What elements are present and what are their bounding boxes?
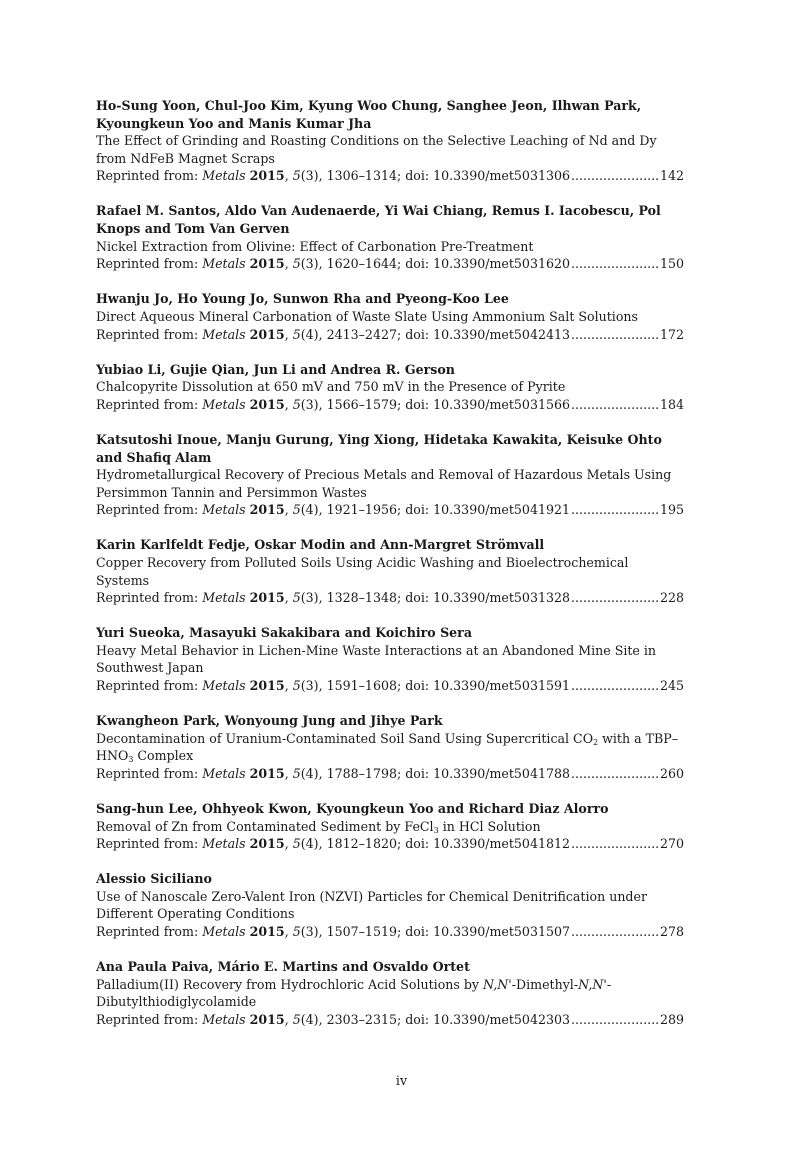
issue-pages-doi: (3), 1507–1519; doi: 10.3390/met5031507: [300, 924, 571, 940]
journal-name: Metals: [202, 326, 246, 342]
toc-entry[interactable]: [96, 431, 684, 519]
entry-reprint-line: Reprinted from: Metals 2015 , 5 (3), 1507–1519; doi: 10.3390/met5031507 ..... 278: [96, 923, 684, 941]
entry-reprint-line: Reprinted from: Metals 2015 , 5 (3), 1566–1579; doi: 10.3390/met5031566 ..... 184: [96, 396, 684, 414]
entry-reprint-line: Reprinted from: Metals 2015 , 5 (4), 2413–2427; doi: 10.3390/met5042413 ..... 172: [96, 326, 684, 344]
entry-authors: Alessio Siciliano: [96, 871, 212, 887]
reprint-prefix: Reprinted from:: [96, 256, 199, 272]
page-reference[interactable]: 278: [659, 924, 684, 940]
volume: 5: [292, 396, 301, 412]
reprint-prefix: Reprinted from:: [96, 502, 199, 518]
toc-entry[interactable]: [96, 624, 684, 694]
journal-name: Metals: [202, 590, 246, 606]
journal-name: Metals: [202, 502, 246, 518]
issue-pages-doi: (4), 2303–2315; doi: 10.3390/met5042303: [300, 1011, 571, 1027]
reprint-prefix: Reprinted from:: [96, 396, 199, 412]
volume: 5: [292, 1011, 301, 1027]
dot-leader: [571, 326, 659, 344]
volume: 5: [292, 924, 301, 940]
page-number: iv: [395, 1073, 408, 1088]
volume: 5: [292, 836, 301, 852]
publication-year: 2015: [249, 168, 285, 184]
toc-entry[interactable]: [96, 202, 684, 272]
volume: 5: [292, 678, 301, 694]
reprint-prefix: Reprinted from:: [96, 168, 199, 184]
page-reference[interactable]: 172: [659, 326, 684, 342]
page-reference[interactable]: 270: [659, 836, 684, 852]
toc-entry[interactable]: [96, 870, 684, 940]
entry-title: Chalcopyrite Dissolution at 650 mV and 750 mV in the Presence of Pyrite: [96, 379, 566, 395]
reprint-prefix: Reprinted from:: [96, 678, 199, 694]
dot-leader: [571, 923, 659, 941]
journal-name: Metals: [202, 924, 246, 940]
entry-authors: Katsutoshi Inoue, Manju Gurung, Ying Xiong, Hidetaka Kawakita, Keisuke Ohto and Shafiq Alam: [96, 431, 662, 465]
entry-authors: Hwanju Jo, Ho Young Jo, Sunwon Rha and Pyeong-Koo Lee: [96, 291, 509, 307]
dot-leader: [571, 589, 659, 607]
entry-authors: Ana Paula Paiva, Mário E. Martins and Osvaldo Ortet: [96, 959, 470, 975]
entry-title: Decontamination of Uranium-Contaminated Soil Sand Using Supercritical $CO_2$ with a TBP–$HNO_3$ Complex: [96, 730, 679, 765]
dot-leader: [571, 677, 659, 695]
journal-name: Metals: [202, 836, 246, 852]
publication-year: 2015: [249, 1011, 285, 1027]
journal-name: Metals: [202, 256, 246, 272]
issue-pages-doi: (3), 1328–1348; doi: 10.3390/met5031328: [300, 590, 571, 606]
dot-leader: [571, 765, 659, 783]
volume: 5: [292, 590, 301, 606]
entry-authors: Ho-Sung Yoon, Chul-Joo Kim, Kyung Woo Chung, Sanghee Jeon, Ilhwan Park, Kyoungkeun Yoo and Manis Kumar Jha: [96, 98, 642, 131]
issue-pages-doi: (4), 1921–1956; doi: 10.3390/met5041921: [300, 502, 571, 518]
dot-leader: [571, 396, 659, 414]
toc-entry[interactable]: [96, 536, 684, 606]
reprint-prefix: Reprinted from:: [96, 924, 199, 940]
entry-reprint-line: Reprinted from: Metals 2015 , 5 (4), 1788–1798; doi: 10.3390/met5041788 ..... 260: [96, 765, 684, 783]
publication-year: 2015: [249, 836, 285, 852]
volume: 5: [292, 502, 301, 518]
issue-pages-doi: (4), 1788–1798; doi: 10.3390/met5041788: [300, 765, 571, 781]
entry-title: Hydrometallurgical Recovery of Precious Metals and Removal of Hazardous Metals Using Persimmon Tannin and Persimmon Wastes: [96, 467, 672, 500]
entry-reprint-line: Reprinted from: Metals 2015 , 5 (3), 1620–1644; doi: 10.3390/met5031620 ..... 150: [96, 255, 684, 273]
issue-pages-doi: (3), 1591–1608; doi: 10.3390/met5031591: [300, 678, 571, 694]
volume: 5: [292, 256, 301, 272]
entry-title: Heavy Metal Behavior in Lichen-Mine Waste Interactions at an Abandoned Mine Site in Southwest Japan: [96, 642, 657, 676]
entry-title: The Effect of Grinding and Roasting Conditions on the Selective Leaching of Nd and Dy from NdFeB Magnet Scraps: [96, 133, 657, 166]
toc-entry[interactable]: [96, 958, 684, 1028]
toc-entry[interactable]: [96, 361, 684, 414]
dot-leader: [571, 167, 659, 185]
entry-authors: Rafael M. Santos, Aldo Van Audenaerde, Yi Wai Chiang, Remus I. Iacobescu, Pol Knops and Tom Van Gerven: [96, 203, 661, 237]
page-reference[interactable]: 289: [659, 1011, 684, 1027]
page-reference[interactable]: 260: [659, 765, 684, 781]
entry-authors: Karin Karlfeldt Fedje, Oskar Modin and Ann-Margret Strömvall: [96, 537, 545, 553]
page-reference[interactable]: 142: [659, 168, 684, 184]
page-reference[interactable]: 150: [659, 256, 684, 272]
entry-reprint-line: Reprinted from: Metals 2015 , 5 (3), 1306–1314; doi: 10.3390/met5031306 ..... 142: [96, 167, 684, 185]
toc-entry[interactable]: [96, 97, 684, 185]
dot-leader: [571, 255, 659, 273]
entry-title: Direct Aqueous Mineral Carbonation of Waste Slate Using Ammonium Salt Solutions: [96, 308, 638, 324]
entry-title: Nickel Extraction from Olivine: Effect of Carbonation Pre-Treatment: [96, 238, 534, 254]
issue-pages-doi: (4), 2413–2427; doi: 10.3390/met5042413: [300, 326, 571, 342]
publication-year: 2015: [249, 678, 285, 694]
volume: 5: [292, 168, 301, 184]
dot-leader: [571, 1011, 659, 1029]
entry-reprint-line: Reprinted from: Metals 2015 , 5 (4), 2303–2315; doi: 10.3390/met5042303 ..... 289: [96, 1011, 684, 1029]
entry-title: Use of Nanoscale Zero-Valent Iron (NZVI) Particles for Chemical Denitrification under Different Operating Conditions: [96, 888, 647, 922]
reprint-prefix: Reprinted from:: [96, 326, 199, 342]
journal-name: Metals: [202, 396, 246, 412]
table-of-contents: [96, 97, 684, 1046]
issue-pages-doi: (3), 1306–1314; doi: 10.3390/met5031306: [300, 168, 571, 184]
entry-authors: Kwangheon Park, Wonyoung Jung and Jihye Park: [96, 713, 443, 729]
journal-name: Metals: [202, 168, 246, 184]
issue-pages-doi: (3), 1620–1644; doi: 10.3390/met5031620: [300, 256, 571, 272]
dot-leader: [571, 501, 659, 519]
journal-name: Metals: [202, 765, 246, 781]
issue-pages-doi: (4), 1812–1820; doi: 10.3390/met5041812: [300, 836, 571, 852]
entry-title: Removal of Zn from Contaminated Sediment by FeCl$_3$ in HCl Solution: [96, 818, 541, 835]
publication-year: 2015: [249, 396, 285, 412]
reprint-prefix: Reprinted from:: [96, 765, 199, 781]
page-reference[interactable]: 245: [659, 678, 684, 694]
volume: 5: [292, 765, 301, 781]
entry-title: Palladium(II) Recovery from Hydrochloric Acid Solutions by N,N'-Dimethyl-N,N'-Dibutylthiodiglycolamide: [96, 976, 612, 1010]
page-reference[interactable]: 184: [659, 396, 684, 412]
entry-reprint-line: Reprinted from: Metals 2015 , 5 (4), 1921–1956; doi: 10.3390/met5041921 ..... 195: [96, 501, 684, 519]
entry-reprint-line: Reprinted from: Metals 2015 , 5 (3), 1328–1348; doi: 10.3390/met5031328 ..... 228: [96, 589, 684, 607]
publication-year: 2015: [249, 256, 285, 272]
toc-entry[interactable]: [96, 290, 684, 343]
toc-entry[interactable]: [96, 800, 684, 853]
publication-year: 2015: [249, 590, 285, 606]
publication-year: 2015: [249, 765, 285, 781]
publication-year: 2015: [249, 326, 285, 342]
reprint-prefix: Reprinted from:: [96, 590, 199, 606]
volume: 5: [292, 326, 301, 342]
journal-name: Metals: [202, 678, 246, 694]
dot-leader: [571, 835, 659, 853]
reprint-prefix: Reprinted from:: [96, 836, 199, 852]
entry-authors: Yubiao Li, Gujie Qian, Jun Li and Andrea R. Gerson: [96, 361, 455, 377]
entry-authors: Sang-hun Lee, Ohhyeok Kwon, Kyoungkeun Yoo and Richard Diaz Alorro: [96, 801, 609, 816]
publication-year: 2015: [249, 502, 285, 518]
entry-title: Copper Recovery from Polluted Soils Using Acidic Washing and Bioelectrochemical Systems: [96, 554, 629, 588]
journal-name: Metals: [202, 1011, 246, 1027]
reprint-prefix: Reprinted from:: [96, 1011, 199, 1027]
page-reference[interactable]: 195: [659, 502, 684, 518]
publication-year: 2015: [249, 924, 285, 940]
entry-reprint-line: Reprinted from: Metals 2015 , 5 (3), 1591–1608; doi: 10.3390/met5031591 ..... 245: [96, 677, 684, 695]
entry-authors: Yuri Sueoka, Masayuki Sakakibara and Koichiro Sera: [96, 625, 472, 641]
page-reference[interactable]: 228: [659, 590, 684, 606]
entry-reprint-line: Reprinted from: Metals 2015 , 5 (4), 1812–1820; doi: 10.3390/met5041812 ..... 270: [96, 835, 684, 853]
toc-entry[interactable]: [96, 712, 684, 782]
issue-pages-doi: (3), 1566–1579; doi: 10.3390/met5031566: [300, 396, 571, 412]
